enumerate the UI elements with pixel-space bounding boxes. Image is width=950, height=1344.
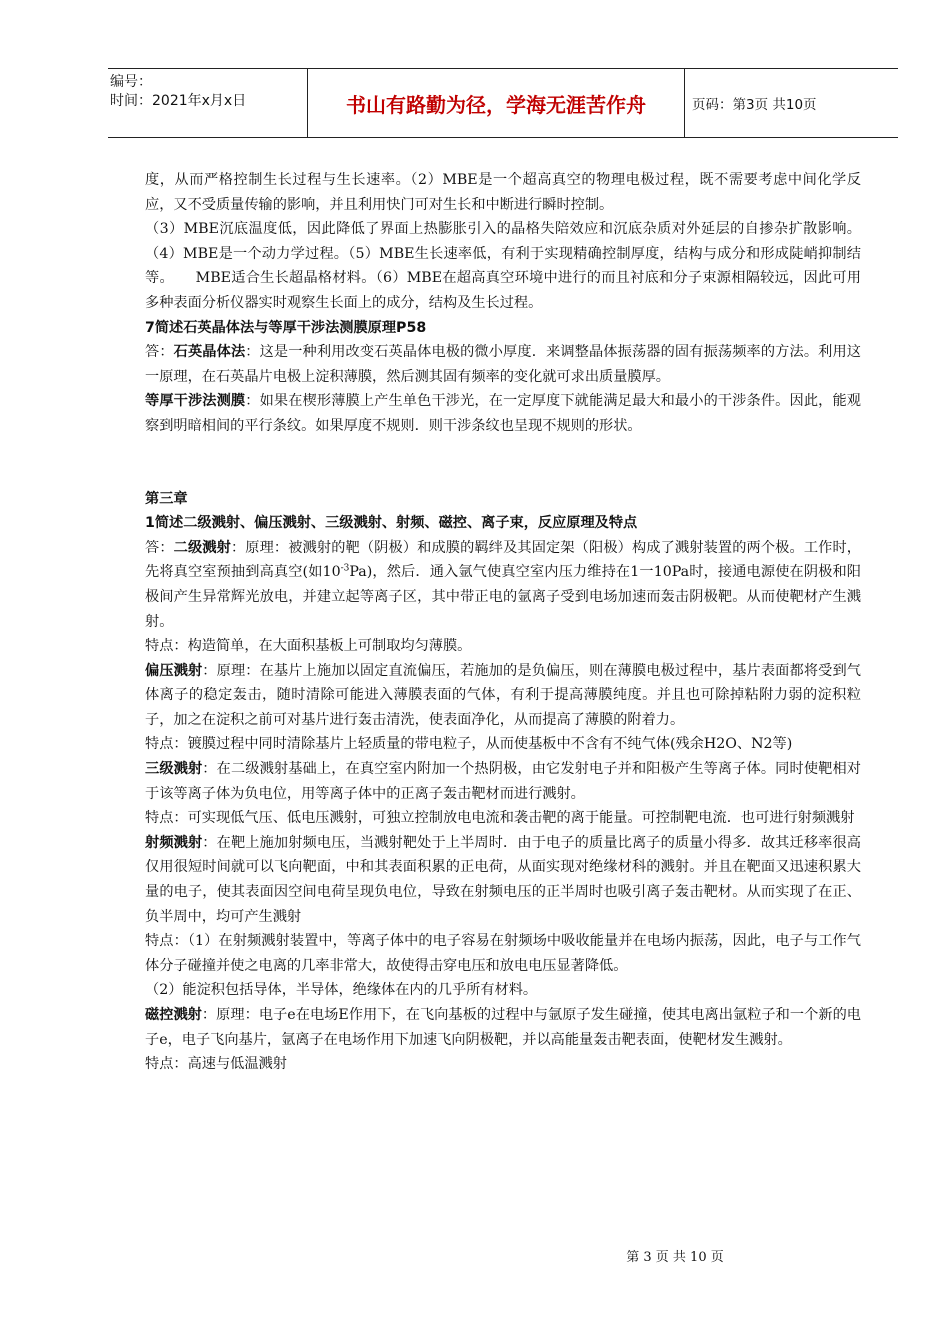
answer-paragraph bbox=[145, 831, 861, 929]
term-text: ：原理：在基片上施加以固定直流偏压，若施加的是负偏压，则在薄膜电极过程中，基片表面都将受到气体离子的稳定轰击，随时清除可能进入薄膜表面的气体，有利于提高薄膜纯度。并且也可除掉粘附力弱的淀积粒子，加之在淀积之前可对基片进行轰击清洗，使表面净化，从而提高了薄膜的附着力。 bbox=[145, 662, 861, 728]
answer-paragraph bbox=[145, 340, 861, 389]
term-heading: 偏压溅射 bbox=[145, 662, 203, 679]
answer-paragraph bbox=[145, 389, 861, 438]
footer-page-number: 第 3 页 共 10 页 bbox=[626, 1250, 724, 1265]
spacer bbox=[145, 439, 861, 487]
term-heading: 三级溅射 bbox=[145, 761, 203, 778]
paragraph: （3）MBE沉底温度低，因此降低了界面上热膨胀引入的晶格失陪效应和沉底杂质对外延层的自掺杂扩散影响。（4）MBE是一个动力学过程。（5）MBE生长速率低，有利于实现精确控制厚度，结构与成分和形成陡峭抑制结等。 MBE适合生长超晶格材料。（6）MBE在超高真空环境中进行的而且衬底和分子束源相隔较远，因此可用多种表面分析仪器实时观察生长面上的成分，结构及生长过程。 bbox=[145, 221, 861, 311]
term-heading: 石英晶体法 bbox=[173, 344, 246, 361]
term-text: ：在二级溅射基础上，在真空室内附加一个热阴极，由它发射电子并和阳极产生等离子体。同时使靶相对于该等离子体为负电位，用等离子体中的正离子轰击靶材而进行溅射。 bbox=[145, 761, 861, 802]
feature-paragraph: 特点：镀膜过程中同时清除基片上轻质量的带电粒子，从而使基板中不含有不纯气体(残余H2O、N2等) bbox=[145, 736, 793, 753]
header-page-info: 页码：第3页 共10页 bbox=[692, 97, 817, 113]
header-meta bbox=[108, 69, 308, 137]
document-body bbox=[145, 168, 861, 1077]
number-label: 编号： bbox=[110, 74, 152, 90]
question-title: 7简述石英晶体法与等厚干涉法测膜原理P58 bbox=[145, 319, 427, 336]
answer-prefix: 答： bbox=[145, 539, 174, 556]
answer-prefix: 答： bbox=[145, 344, 174, 361]
header-motto: 书山有路勤为径，学海无涯苦作舟 bbox=[308, 69, 685, 137]
answer-paragraph bbox=[145, 757, 861, 806]
term-text: ：原理：被溅射的靶（阴极）和成膜的羁绊及其固定架（阳极）构成了溅射装置的两个极。工作时，先将真空室预抽到高真空(如10 bbox=[145, 539, 861, 581]
answer-paragraph bbox=[145, 1003, 861, 1052]
answer-paragraph bbox=[145, 659, 861, 733]
term-heading: 二级溅射 bbox=[173, 539, 231, 556]
term-text: Pa)，然后．通入氩气使真空室内压力维持在1一10Pa时，接通电源使在阴极和阳极间产生异常辉光放电，并建立起等离子区，其中带正电的氩离子受到电场加速而轰击阴极靶。从而使靶材产生溅射。 bbox=[145, 564, 861, 630]
term-text: ：原理：电子e在电场E作用下，在飞向基板的过程中与氩原子发生碰撞，使其电离出氩粒子和一个新的电子e，电子飞向基片，氩离子在电场作用下加速飞向阴极靶，并以高能量轰击靶表面，使靶材发生溅射。 bbox=[145, 1007, 861, 1048]
feature-paragraph: 特点：构造简单，在大面积基板上可制取均匀薄膜。 bbox=[145, 638, 472, 655]
paragraph: 度，从而严格控制生长过程与生长速率。（2）MBE是一个超高真空的物理电极过程，既不需要考虑中间化学反应，又不受质量传输的影响，并且利用快门可对生长和中断进行瞬时控制。 bbox=[145, 172, 861, 213]
chapter-title: 第三章 bbox=[145, 490, 188, 507]
feature-paragraph: 特点：（1）在射频溅射装置中，等离子体中的电子容易在射频场中吸收能量并在电场内振荡，因此，电子与工作气体分子碰撞并使之电离的几率非常大，故使得击穿电压和放电电压显著降低。 bbox=[145, 933, 861, 974]
exponent: -3 bbox=[340, 563, 350, 574]
term-heading: 磁控溅射 bbox=[145, 1007, 202, 1023]
feature-paragraph: （2）能淀积包括导体，半导体，绝缘体在内的几乎所有材料。 bbox=[145, 982, 538, 999]
header-table bbox=[108, 68, 898, 138]
answer-paragraph bbox=[145, 536, 861, 634]
question-title: 1简述二级溅射、偏压溅射、三级溅射、射频、磁控、离子束，反应原理及特点 bbox=[145, 515, 638, 532]
term-heading: 等厚干涉法测膜 bbox=[145, 393, 246, 410]
term-text: ：如果在楔形薄膜上产生单色干涉光，在一定厚度下就能满足最大和最小的干涉条件。因此，能观察到明暗相间的平行条纹。如果厚度不规则．则干涉条纹也呈现不规则的形状。 bbox=[145, 393, 861, 434]
term-text: ：在靶上施加射频电压，当溅射靶处于上半周时．由于电子的质量比离子的质量小得多．故其迁移率很高仅用很短时间就可以飞向靶面，中和其表面积累的正电荷，从面实现对绝缘材科的溅射。并且在靶面又迅速积累大量的电子，使其表面因空间电荷呈现负电位，导致在射频电压的正半周时也吸引离子轰击靶材。从而实现了在正、负半周中，均可产生溅射 bbox=[145, 834, 861, 925]
term-heading: 射频溅射 bbox=[145, 834, 203, 851]
feature-paragraph: 特点：高速与低温溅射 bbox=[145, 1056, 287, 1073]
time-label: 时间：2021年x月x日 bbox=[110, 93, 247, 109]
feature-paragraph: 特点：可实现低气压、低电压溅射，可独立控制放电电流和袭击靶的离于能量。可控制靶电流．也可进行射频溅射 bbox=[145, 810, 855, 827]
term-text: ：这是一种利用改变石英晶体电极的微小厚度．来调整晶体振荡器的固有振荡频率的方法。利用这一原理，在石英晶片电极上淀积薄膜，然后测其固有频率的变化就可求出质量膜厚。 bbox=[145, 344, 861, 385]
page-footer bbox=[0, 1246, 950, 1265]
